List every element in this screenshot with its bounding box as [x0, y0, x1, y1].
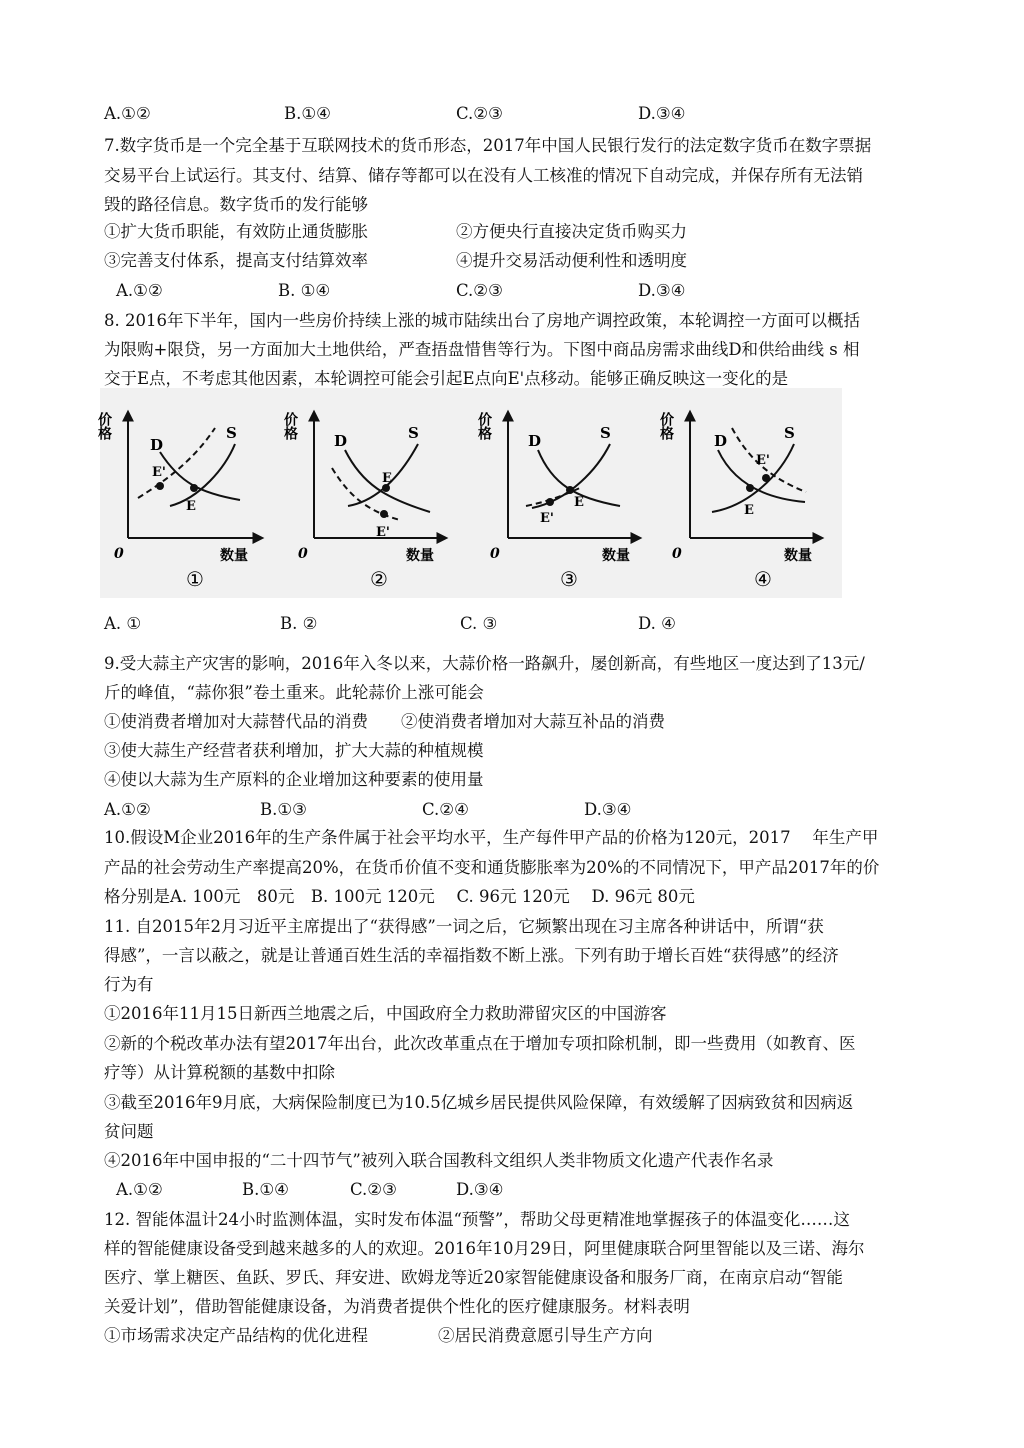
q7-statement-3: ③完善支付体系，提高支付结算效率 [104, 251, 368, 270]
graph-panel-1 [96, 411, 262, 591]
q7-statement-1: ①扩大货币职能，有效防止通货膨胀 [104, 222, 368, 241]
q11-option-d[interactable]: D.③④ [456, 1180, 504, 1199]
origin-label: 0 [114, 546, 124, 562]
q11-statement: ②新的个税改革办法有望2017年出台，此次改革重点在于增加专项扣除机制，即一些费用（如教育、医 [104, 1034, 856, 1053]
q7-statement-2: ②方便央行直接决定货币购买力 [456, 222, 687, 241]
origin-label: 0 [298, 546, 308, 562]
panel-label: ② [370, 567, 388, 591]
q7-option-a[interactable]: A.①② [116, 281, 163, 300]
x-axis-label: 数量 [406, 548, 434, 564]
q10-stem-line: 产品的社会劳动生产率提高20%，在货币价值不变和通货膨胀率为20%的不同情况下，甲产品2017年的价 [104, 858, 880, 877]
q11-option-c[interactable]: C.②③ [350, 1180, 397, 1199]
q12-stem-line: 12. 智能体温计24小时监测体温，实时发布体温“预警”，帮助父母更精准地掌握孩子的体温变化……这 [104, 1210, 850, 1229]
q10-stem-line: 格分别是A. 100元 80元 B. 100元 120元 C. 96元 120元 D. 96元 80元 [104, 887, 695, 906]
q9-stem-line: 斤的峰值，“蒜你狠”卷土重来。此轮蒜价上涨可能会 [104, 683, 484, 702]
x-axis-label: 数量 [784, 548, 812, 564]
q11-statement: ④2016年中国申报的“二十四节气”被列入联合国教科文组织人类非物质文化遗产代表作名录 [104, 1151, 774, 1170]
eq-label: E [186, 499, 196, 514]
q8-option-d[interactable]: D. ④ [638, 614, 676, 633]
eq-new-label: E' [376, 525, 390, 540]
q6-option-a[interactable]: A.①② [104, 104, 151, 123]
q7-option-d[interactable]: D.③④ [638, 281, 686, 300]
demand-label: D [334, 432, 348, 450]
q9-option-c[interactable]: C.②④ [422, 800, 469, 819]
q10-stem-line: 10.假设M企业2016年的生产条件属于社会平均水平，生产每件甲产品的价格为120元，2017 年生产甲 [104, 828, 879, 847]
q8-stem-line: 8. 2016年下半年，国内一些房价持续上涨的城市陆续出台了房地产调控政策，本轮调控一方面可以概括 [104, 311, 860, 330]
q11-stem-line: 行为有 [104, 975, 154, 994]
q6-options [104, 104, 804, 124]
q9-option-d[interactable]: D.③④ [584, 800, 632, 819]
q9-statement: ①使消费者增加对大蒜替代品的消费 ②使消费者增加对大蒜互补品的消费 [104, 712, 665, 731]
q8-option-b[interactable]: B. ② [280, 614, 318, 633]
x-axis-label: 数量 [602, 548, 630, 564]
q9-statement: ④使以大蒜为生产原料的企业增加这种要素的使用量 [104, 770, 484, 789]
y-axis-label: 价格 [658, 412, 674, 440]
x-axis-label: 数量 [220, 548, 248, 564]
graph-panel-4 [658, 411, 822, 591]
q9-options [104, 800, 804, 820]
q8-option-a[interactable]: A. ① [104, 614, 142, 633]
q9-statement: ③使大蒜生产经营者获利增加，扩大大蒜的种植规模 [104, 741, 484, 760]
q9-option-a[interactable]: A.①② [104, 800, 151, 819]
q11-option-b[interactable]: B.①④ [242, 1180, 289, 1199]
q7-statement-4: ④提升交易活动便利性和透明度 [456, 251, 687, 270]
q6-option-b[interactable]: B.①④ [284, 104, 331, 123]
supply-label: S [784, 424, 795, 442]
eq-new-label: E' [152, 465, 166, 480]
q12-statement-1: ①市场需求决定产品结构的优化进程 [104, 1326, 368, 1345]
q7-stem-line: 7.数字货币是一个完全基于互联网技术的货币形态，2017年中国人民银行发行的法定数字货币在数字票据 [104, 136, 872, 155]
panel-label: ④ [754, 567, 772, 591]
q11-statement: 疗等）从计算税额的基数中扣除 [104, 1063, 335, 1082]
q11-statement: 贫问题 [104, 1122, 154, 1141]
origin-label: 0 [672, 546, 682, 562]
q11-statement: ①2016年11月15日新西兰地震之后，中国政府全力救助滞留灾区的中国游客 [104, 1004, 667, 1023]
q8-stem-line: 交于E点，不考虑其他因素，本轮调控可能会引起E点向E'点移动。能够正确反映这一变化的是 [104, 369, 789, 388]
supply-label: S [226, 424, 237, 442]
q9-option-b[interactable]: B.①③ [260, 800, 307, 819]
q6-option-d[interactable]: D.③④ [638, 104, 686, 123]
origin-label: 0 [490, 546, 500, 562]
graph-panel-2 [282, 411, 446, 591]
y-axis-label: 价格 [282, 412, 298, 440]
demand-label: D [150, 436, 164, 454]
q6-option-c[interactable]: C.②③ [456, 104, 503, 123]
q12-statement-2: ②居民消费意愿引导生产方向 [438, 1326, 653, 1345]
panel-label: ③ [560, 567, 578, 591]
q8-stem-line: 为限购+限贷，另一方面加大土地供给，严查捂盘惜售等行为。下图中商品房需求曲线D和供给曲线 s 相 [104, 340, 860, 359]
supply-demand-figure [96, 388, 842, 598]
q12-stem-line: 医疗、掌上糖医、鱼跃、罗氏、拜安进、欧姆龙等近20家智能健康设备和服务厂商，在南京启动“智能 [104, 1268, 843, 1287]
panel-label: ① [186, 567, 204, 591]
q7-options [116, 281, 816, 301]
eq-new-label: E' [756, 453, 770, 468]
q12-stem-line: 关爱计划”，借助智能健康设备，为消费者提供个性化的医疗健康服务。材料表明 [104, 1297, 690, 1316]
eq-label: E [382, 471, 392, 486]
q9-stem-line: 9.受大蒜主产灾害的影响，2016年入冬以来，大蒜价格一路飙升，屡创新高，有些地区一度达到了13元/ [104, 654, 865, 673]
supply-label: S [408, 424, 419, 442]
graph-panel-3 [476, 411, 640, 591]
q11-option-a[interactable]: A.①② [116, 1180, 163, 1199]
q8-option-c[interactable]: C. ③ [460, 614, 498, 633]
q11-stem-line: 得感”，一言以蔽之，就是让普通百姓生活的幸福指数不断上涨。下列有助于增长百姓“获得感”的经济 [104, 946, 839, 965]
q7-stem-line: 毁的路径信息。数字货币的发行能够 [104, 195, 368, 214]
y-axis-label: 价格 [476, 412, 492, 440]
y-axis-label: 价格 [96, 412, 112, 440]
q7-stem-line: 交易平台上试运行。其支付、结算、储存等都可以在没有人工核准的情况下自动完成，并保存所有无法销 [104, 166, 863, 185]
q11-statement: ③截至2016年9月底，大病保险制度已为10.5亿城乡居民提供风险保障，有效缓解了因病致贫和因病返 [104, 1093, 854, 1112]
q7-option-b[interactable]: B. ①④ [278, 281, 331, 300]
q11-options [116, 1180, 716, 1200]
supply-label: S [600, 424, 611, 442]
q12-stem-line: 样的智能健康设备受到越来越多的人的欢迎。2016年10月29日，阿里健康联合阿里智能以及三诺、海尔 [104, 1239, 865, 1258]
eq-label: E [574, 495, 584, 510]
q7-option-c[interactable]: C.②③ [456, 281, 503, 300]
q7-statements-row [104, 222, 904, 242]
q8-options [104, 614, 804, 634]
eq-label: E [744, 503, 754, 518]
eq-new-label: E' [540, 511, 554, 526]
supply-demand-graphs [96, 388, 842, 598]
demand-label: D [714, 432, 728, 450]
q12-statements-row [104, 1326, 904, 1346]
q11-stem-line: 11. 自2015年2月习近平主席提出了“获得感”一词之后，它频繁出现在习主席各种讲话中，所谓“获 [104, 917, 824, 936]
q7-statements-row [104, 251, 904, 271]
demand-label: D [528, 432, 542, 450]
